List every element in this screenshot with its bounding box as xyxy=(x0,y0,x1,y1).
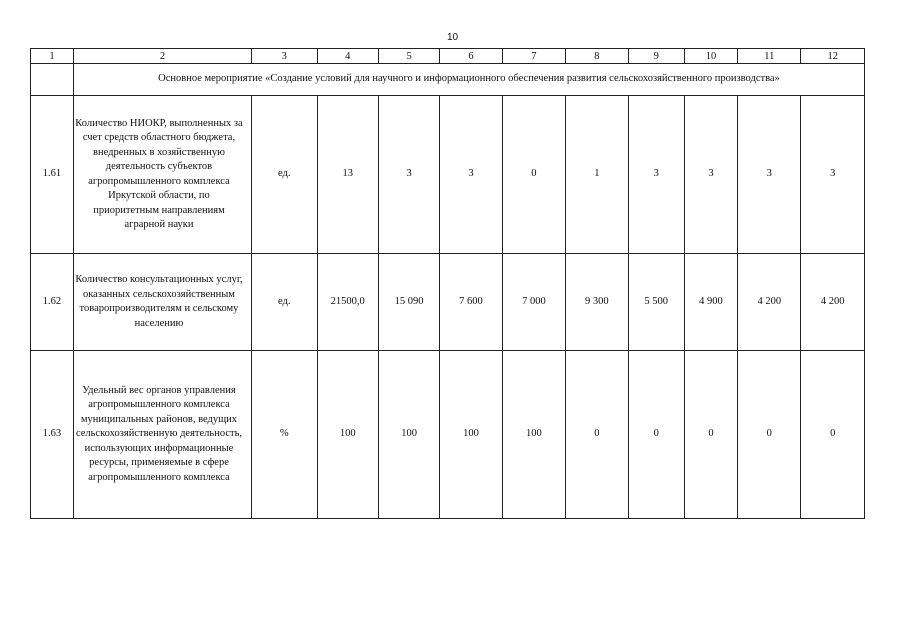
indicator-name: Удельный вес органов управления агропромышленного комплекса муниципальных районов, ведущих сельскохозяйственную деятельность, использующих информационные ресурсы, применяемые в сфере агропромышленного комплекса xyxy=(75,384,242,483)
row-number: 1.61 xyxy=(31,96,74,254)
page-number: 10 xyxy=(446,32,459,43)
value-cell: 0 xyxy=(738,351,801,519)
column-header: 2 xyxy=(73,49,251,64)
column-header: 1 xyxy=(31,49,74,64)
value-cell: 21500,0 xyxy=(317,254,378,351)
value-cell: 0 xyxy=(628,351,684,519)
value-cell: 5 500 xyxy=(628,254,684,351)
table-row xyxy=(31,96,865,254)
indicator-name-cell xyxy=(73,351,251,519)
column-header: 5 xyxy=(378,49,439,64)
row-number: 1.62 xyxy=(31,254,74,351)
value-cell: 15 090 xyxy=(378,254,439,351)
unit-cell: ед. xyxy=(252,96,317,254)
unit-cell: % xyxy=(252,351,317,519)
value-cell: 7 000 xyxy=(502,254,565,351)
indicator-name-cell xyxy=(73,254,251,351)
value-cell: 3 xyxy=(738,96,801,254)
column-header: 12 xyxy=(801,49,865,64)
table-row xyxy=(31,254,865,351)
indicator-name: Количество консультационных услуг, оказанных сельскохозяйственным товаропроизводителям и сельскому населению xyxy=(75,274,243,329)
column-header: 7 xyxy=(502,49,565,64)
column-header: 6 xyxy=(440,49,502,64)
value-cell: 4 900 xyxy=(684,254,737,351)
column-header: 11 xyxy=(738,49,801,64)
column-header: 3 xyxy=(252,49,317,64)
value-cell: 3 xyxy=(684,96,737,254)
value-cell: 4 200 xyxy=(738,254,801,351)
indicator-name-cell xyxy=(73,96,251,254)
column-number-row xyxy=(31,49,865,64)
section-title: Основное мероприятие «Создание условий для научного и информационного обеспечения развития сельскохозяйственного производства» xyxy=(73,64,864,96)
value-cell: 3 xyxy=(440,96,502,254)
unit-cell: ед. xyxy=(252,254,317,351)
value-cell: 100 xyxy=(502,351,565,519)
value-cell: 9 300 xyxy=(566,254,628,351)
value-cell: 100 xyxy=(378,351,439,519)
column-header: 4 xyxy=(317,49,378,64)
value-cell: 0 xyxy=(566,351,628,519)
value-cell: 3 xyxy=(378,96,439,254)
value-cell: 100 xyxy=(440,351,502,519)
value-cell: 0 xyxy=(684,351,737,519)
value-cell: 3 xyxy=(801,96,865,254)
value-cell: 0 xyxy=(801,351,865,519)
row-number: 1.63 xyxy=(31,351,74,519)
table-row xyxy=(31,351,865,519)
column-header: 10 xyxy=(684,49,737,64)
value-cell: 4 200 xyxy=(801,254,865,351)
value-cell: 100 xyxy=(317,351,378,519)
column-header: 9 xyxy=(628,49,684,64)
value-cell: 7 600 xyxy=(440,254,502,351)
indicators-table xyxy=(30,48,865,519)
indicator-name: Количество НИОКР, выполненных за счет средств областного бюджета, внедренных в хозяйственную деятельность субъектов агропромышленного комплекса Иркутской области, по приоритетным направлениям аграрной науки xyxy=(75,117,243,230)
value-cell: 3 xyxy=(628,96,684,254)
value-cell: 1 xyxy=(566,96,628,254)
value-cell: 13 xyxy=(317,96,378,254)
column-header: 8 xyxy=(566,49,628,64)
section-number-cell xyxy=(31,64,74,96)
section-row xyxy=(31,64,865,96)
value-cell: 0 xyxy=(502,96,565,254)
